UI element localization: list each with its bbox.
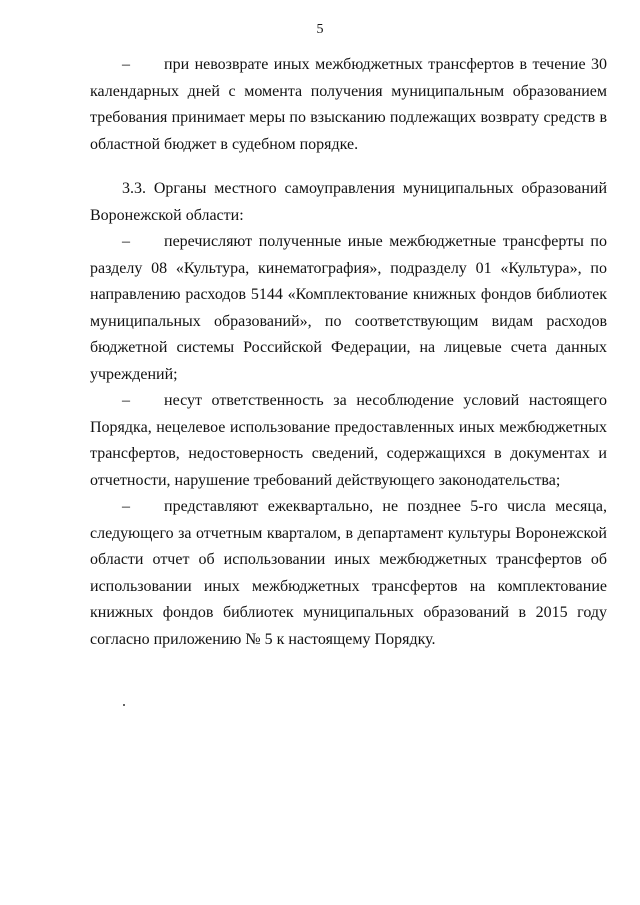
paragraph-text: представляют ежеквартально, не позднее 5-го числа месяца, следующего за отчетным кварталом, в департамент культуры Воронежской области отчет об использовании иных межбюджетных трансфертов об использовании иных межбюджетных трансфертов на комплектование книжных фондов библиотек муниципальных образований в 2015 году согласно приложению № 5 к настоящему Порядку. — [90, 498, 607, 648]
list-dash: – — [122, 56, 130, 73]
paragraph-responsibility — [90, 388, 607, 494]
paragraph-quarterly-report — [90, 494, 607, 653]
list-dash: – — [122, 498, 130, 515]
page-number: 5 — [316, 22, 324, 37]
paragraph-text: несут ответственность за несоблюдение условий настоящего Порядка, нецелевое использование предоставленных иных межбюджетных трансфертов, недостоверность сведений, содержащихся в документах и отчетности, нарушение требований действующего законодательства; — [90, 392, 607, 489]
document-body — [90, 52, 607, 653]
paragraph-transfer-funds — [90, 229, 607, 388]
list-dash: – — [122, 233, 130, 250]
stray-mark — [123, 704, 125, 706]
paragraph-text: перечисляют полученные иные межбюджетные трансферты по разделу 08 «Культура, кинематография», подразделу 01 «Культура», по направлению расходов 5144 «Комплектование книжных фондов библиотек муниципальных образований», по соответствующим видам расходов бюджетной системы Российской Федерации, на лицевые счета данных учреждений; — [90, 233, 607, 383]
paragraph-text: 3.3. Органы местного самоуправления муниципальных образований Воронежской области: — [90, 180, 607, 224]
list-dash: – — [122, 392, 130, 409]
paragraph-text: при невозврате иных межбюджетных трансфертов в течение 30 календарных дней с момента получения муниципальным образованием требования принимает меры по взысканию подлежащих возврату средств в областной бюджет в судебном порядке. — [90, 56, 607, 153]
paragraph-return-transfers — [90, 52, 607, 158]
section-3-3-heading — [90, 176, 607, 229]
